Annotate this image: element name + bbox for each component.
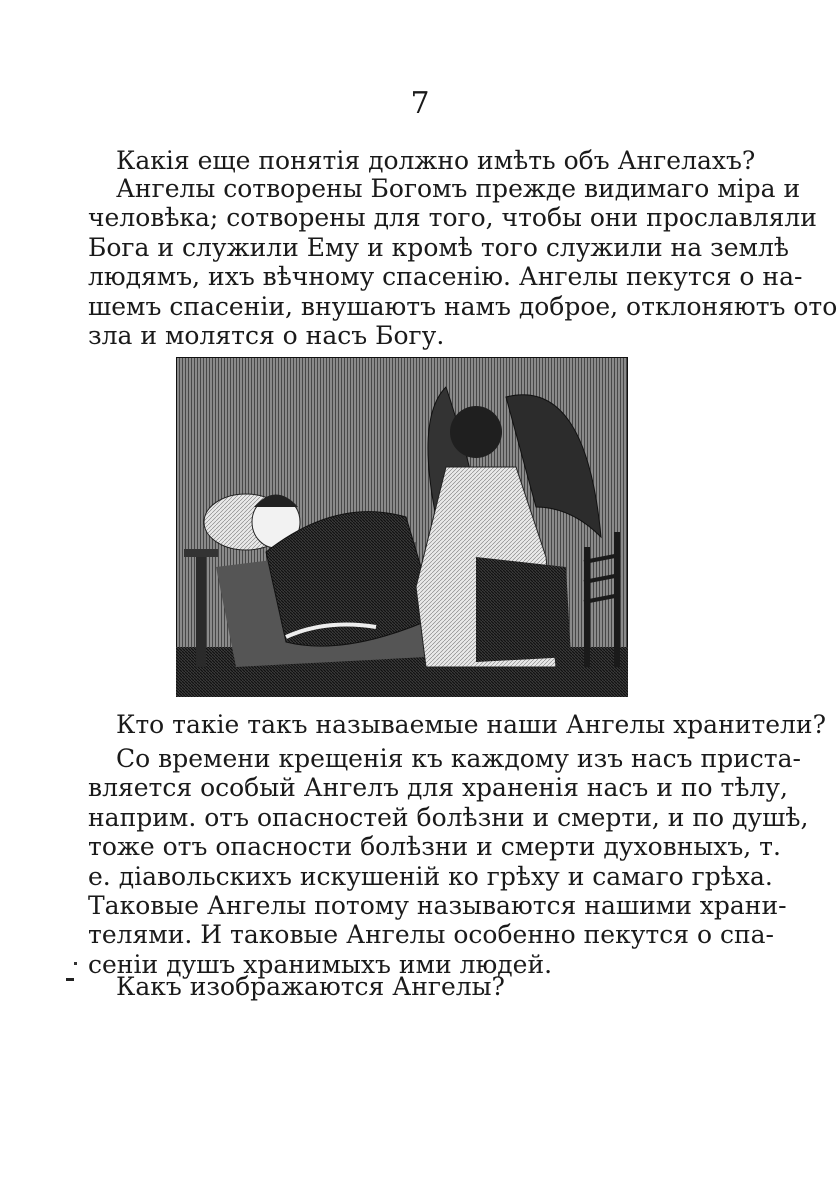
engraving-guardian-angel-illustration <box>176 357 628 697</box>
question-line: Кто такіе такъ называемые наши Ангелы хранители? <box>116 710 826 739</box>
engraving-angel-head <box>450 406 502 458</box>
question-angels-depiction <box>88 972 728 1001</box>
answer-line: сеніи душъ хранимыхъ ими людей. <box>88 949 553 979</box>
answer-angels-concepts <box>88 174 838 351</box>
answer-line: е. діавольскихъ искушеній ко грѣху и самаго грѣха. <box>88 861 773 891</box>
answer-line: Бога и служили Ему и кромѣ того служили на землѣ <box>88 232 789 262</box>
answer-line: наприм. отъ опасностей болѣзни и смерти, и по душѣ, <box>88 802 809 832</box>
answer-line: Со времени крещенія къ каждому изъ насъ приста- <box>116 744 801 773</box>
answer-guardian-angels <box>88 744 809 979</box>
answer-line: тоже отъ опасности болѣзни и смерти духовныхъ, т. <box>88 832 781 862</box>
margin-ink-speck <box>74 962 77 965</box>
answer-line: людямъ, ихъ вѣчному спасенію. Ангелы пекутся о на- <box>88 262 803 292</box>
page-number: 7 <box>410 86 430 121</box>
answer-line: Таковые Ангелы потому называются нашими храни- <box>88 891 787 921</box>
answer-line: Ангелы сотворены Богомъ прежде видимаго міра и <box>116 174 801 203</box>
question-line: Какія еще понятія должно имѣть объ Ангелахъ? <box>116 146 756 175</box>
engraving-chair <box>584 547 590 667</box>
question-line: Какъ изображаются Ангелы? <box>116 972 505 1001</box>
answer-line: зла и молятся о насъ Богу. <box>88 321 445 351</box>
question-guardian-angels <box>88 710 826 739</box>
answer-line: телями. И таковые Ангелы особенно пекутся о спа- <box>88 920 774 950</box>
question-angels-concepts <box>88 146 756 175</box>
answer-line: человѣка; сотворены для того, чтобы они прославляли <box>88 203 817 233</box>
answer-line: шемъ спасеніи, внушаютъ намъ доброе, отклоняютъ ото <box>88 291 838 321</box>
answer-line: вляется особый Ангелъ для храненія насъ и по тѣлу, <box>88 773 788 803</box>
margin-ink-mark <box>66 978 74 981</box>
